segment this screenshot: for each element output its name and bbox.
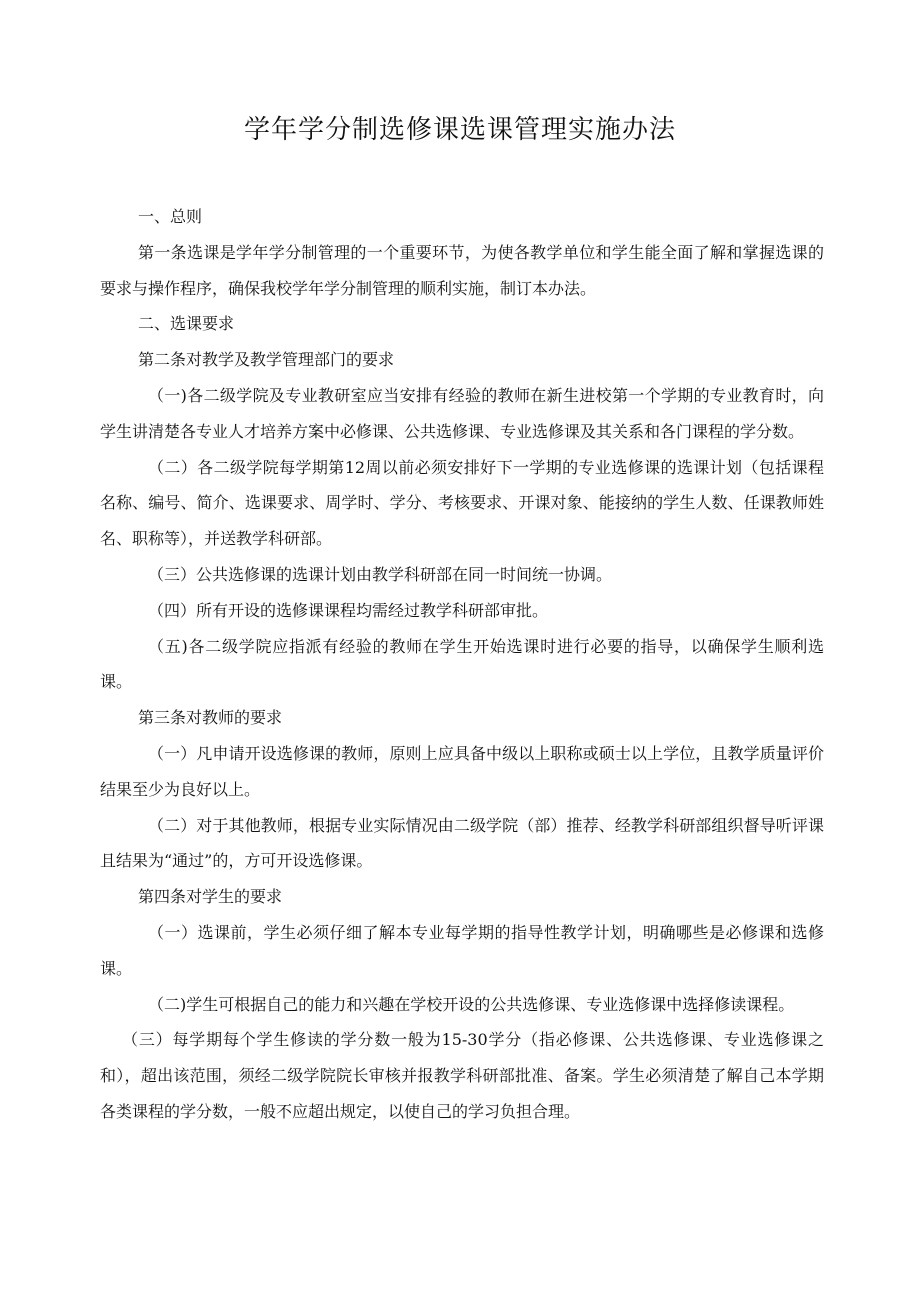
article-4-item-2: （二)学生可根据自己的能力和兴趣在学校开设的公共选修课、专业选修课中选择修读课程。 — [148, 994, 795, 1014]
article-3-heading: 第三条对教师的要求 — [138, 708, 283, 728]
article-2-item-2: （二）各二级学院每学期第12周以前必须安排好下一学期的专业选修课的选课计划（包括课程名称、编号、简介、选课要求、周学时、学分、考核要求、开课对象、能接纳的学生人数、任课教师姓名、职称等），并送教学科研部。 — [100, 457, 824, 549]
article-4-heading: 第四条对学生的要求 — [138, 887, 283, 907]
article-4-item-3: （三）每学期每个学生修读的学分数一般为15-30学分（指必修课、公共选修课、专业选修课之和），超出该范围，须经二级学院院长审核并报教学科研部批准、备案。学生必须清楚了解自己本学期各类课程的学分数，一般不应超出规定，以使自己的学习负担合理。 — [100, 1030, 824, 1121]
document-title: 学年学分制选修课选课管理实施办法 — [243, 115, 676, 145]
article-2-heading: 第二条对教学及教学管理部门的要求 — [138, 350, 395, 370]
article-3-item-2: （二）对于其他教师，根据专业实际情况由二级学院（部）推荐、经教学科研部组织督导听评课且结果为“通过”的，方可开设选修课。 — [100, 815, 824, 871]
article-1: 第一条选课是学年学分制管理的一个重要环节，为使各教学单位和学生能全面了解和掌握选课的要求与操作程序，确保我校学年学分制管理的顺利实施，制订本办法。 — [100, 242, 824, 298]
section-heading-general: 一、总则 — [138, 207, 203, 226]
article-3-item-1: （一）凡申请开设选修课的教师，原则上应具备中级以上职称或硕士以上学位，且教学质量评价结果至少为良好以上。 — [100, 743, 824, 799]
article-2-item-5: （五)各二级学院应指派有经验的教师在学生开始选课时进行必要的指导，以确保学生顺利选课。 — [100, 636, 824, 692]
article-2-item-4: （四）所有开设的选修课课程均需经过教学科研部审批。 — [148, 600, 549, 620]
article-2-item-1: （一)各二级学院及专业教研室应当安排有经验的教师在新生进校第一个学期的专业教育时，向学生讲清楚各专业人才培养方案中必修课、公共选修课、专业选修课及其关系和各门课程的学分数。 — [100, 385, 824, 441]
document-body — [100, 199, 824, 1130]
section-heading-requirements: 二、选课要求 — [138, 314, 235, 334]
article-4-item-1: （一）选课前，学生必须仔细了解本专业每学期的指导性教学计划，明确哪些是必修课和选修课。 — [100, 922, 824, 978]
article-2-item-3: （三）公共选修课的选课计划由教学科研部在同一时间统一协调。 — [148, 564, 613, 584]
